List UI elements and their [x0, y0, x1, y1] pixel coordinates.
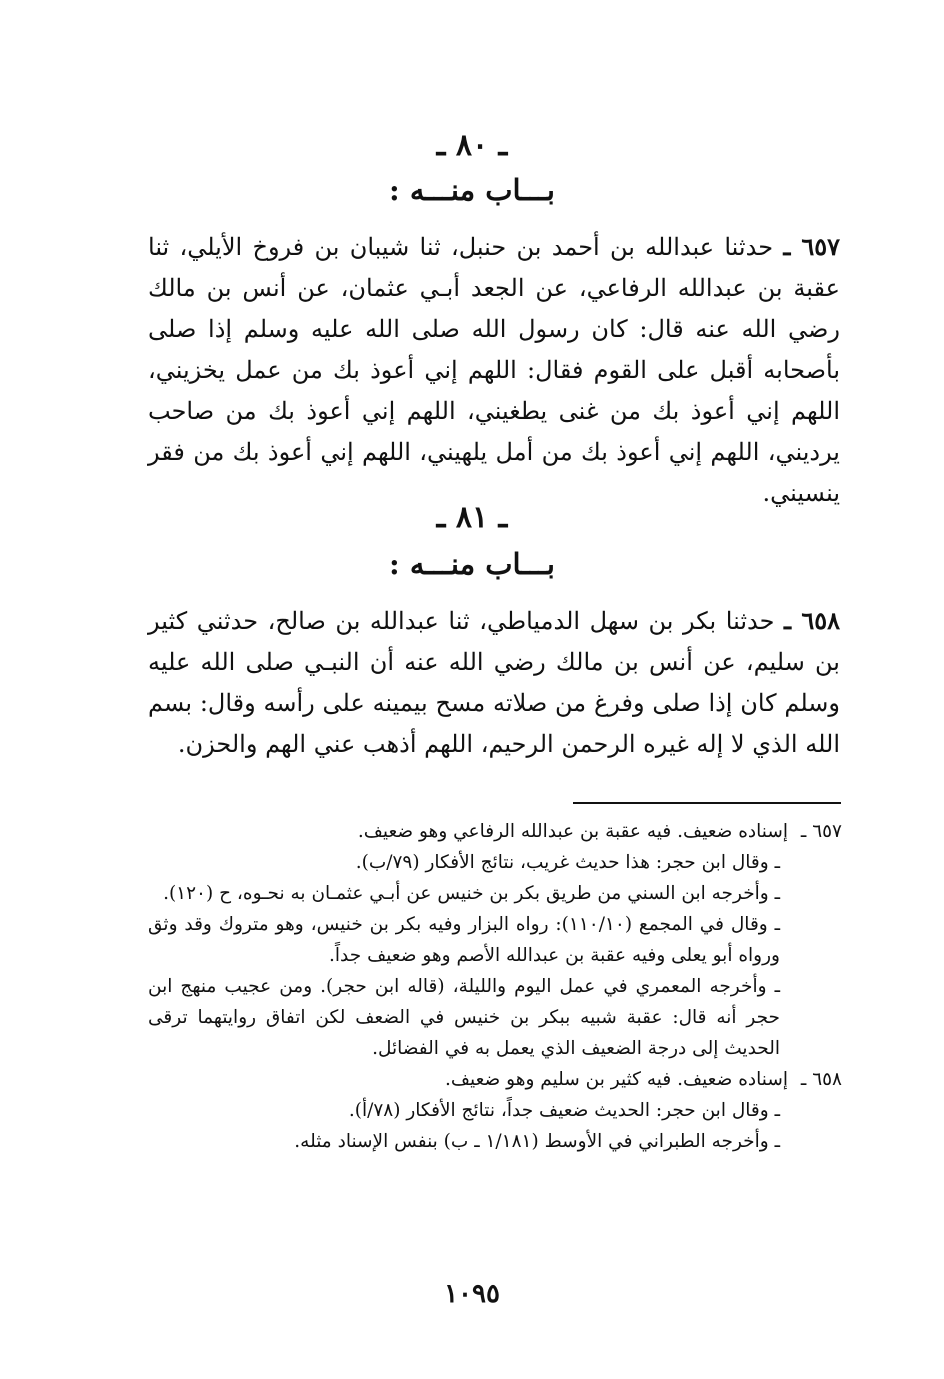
hadith-657-number: ٦٥٧ ـ [783, 232, 840, 261]
footnote-657-mark: ٦٥٧ ـ [800, 821, 842, 842]
chapter-80-title: بـــاب منـــه : [389, 173, 555, 207]
footnote-658-note: ـ وقال ابن حجر: الحديث ضعيف جداً، نتائج الأفكار (٧٨/أ). [348, 1100, 780, 1121]
hadith-658-number: ٦٥٨ ـ [784, 606, 840, 635]
footnote-658-main [148, 1064, 842, 1095]
footnote-657-note: ـ وقال ابن حجر: هذا حديث غريب، نتائج الأفكار (٧٩/ب). [355, 852, 780, 873]
footnotes [148, 816, 842, 1157]
chapter-81-title: بـــاب منـــه : [389, 547, 555, 581]
footnote-657 [148, 816, 842, 1064]
footnote-657-note: ـ وأخرجه ابن السني من طريق بكر بن خنيس عن أبـي عثمـان به نحـوه، ح (١٢٠). [163, 883, 780, 904]
footnote-separator [573, 802, 841, 804]
footnote-658-note: ـ وأخرجه الطبراني في الأوسط (١/١٨١ ـ ب) بنفس الإسناد مثله. [294, 1131, 780, 1152]
hadith-658-paragraph [148, 600, 840, 765]
chapter-80-number: ـ ٨٠ ـ [436, 128, 508, 163]
footnote-657-note: ـ وأخرجه المعمري في عمل اليوم والليلة، (قاله ابن حجر). ومن عجيب منهج ابن حجر أنه قال: عقبة شبيه ببكر بن خنيس في الضعف لكن اتفاق روايتهما ترقى الحديث إلى درجة الضعيف الذي يعمل به في الفضائل. [148, 976, 780, 1059]
footnote-657-text: إسناده ضعيف. فيه عقبة بن عبدالله الرفاعي وهو ضعيف. [357, 821, 788, 842]
hadith-657-paragraph [148, 226, 840, 514]
hadith-658-text: حدثنا بكر بن سهل الدمياطي، ثنا عبدالله بن صالح، حدثني كثير بن سليم، عن أنس بن مالك رضي الله عنه أن النبـي صلى الله عليه وسلم كان إذا صلى وفرغ من صلاته مسح بيمينه على رأسه وقال: بسم الله الذي لا إله غيره الرحمن الرحيم، اللهم أذهب عني الهم والحزن. [148, 607, 840, 758]
footnote-658 [148, 1064, 842, 1157]
footnote-658-text: إسناده ضعيف. فيه كثير بن سليم وهو ضعيف. [445, 1069, 788, 1090]
footnote-657-main [148, 816, 842, 847]
chapter-81-number: ـ ٨١ ـ [436, 500, 508, 535]
page-number: ١٠٩٥ [444, 1279, 500, 1309]
footnote-657-note: ـ وقال في المجمع (١١٠/١٠): رواه البزار وفيه بكر بن خنيس، وهو متروك وقد وثق ورواه أبو يعلى وفيه عقبة بن عبدالله الأصم وهو ضعيف جداً. [148, 914, 781, 966]
hadith-657-text: حدثنا عبدالله بن أحمد بن حنبل، ثنا شيبان بن فروخ الأيلي، ثنا عقبة بن عبدالله الرفاعي، عن الجعد أبـي عثمان، عن أنس بن مالك رضي الله عنه قال: كان رسول الله صلى الله عليه وسلم إذا صلى بأصحابه أقبل على القوم فقال: اللهم إني أعوذ بك من عمل يخزيني، اللهم إني أعوذ بك من غنى يطغيني، اللهم إني أعوذ بك من صاحب يرديني، اللهم إني أعوذ بك من أمل يلهيني، اللهم إني أعوذ بك من فقر ينسيني. [148, 233, 840, 507]
footnote-658-mark: ٦٥٨ ـ [800, 1069, 842, 1090]
